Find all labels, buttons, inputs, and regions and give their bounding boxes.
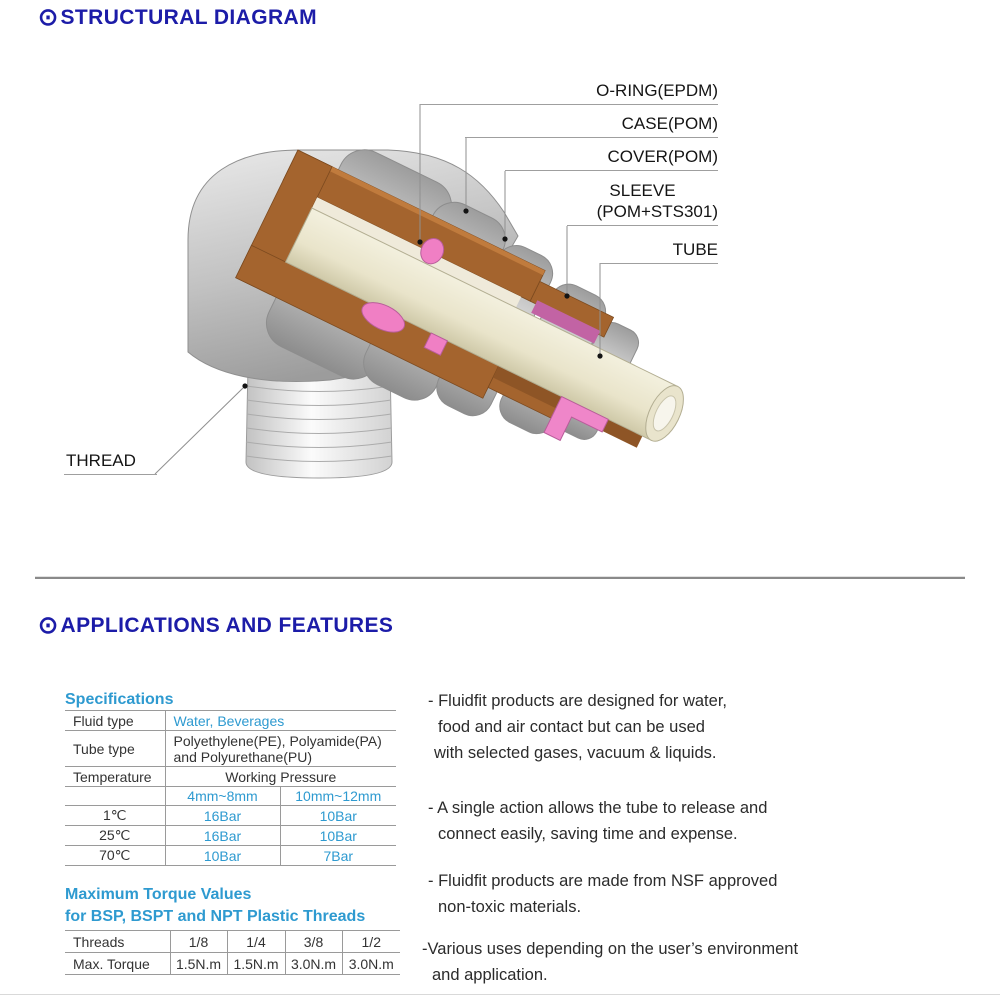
specifications-heading: Specifications (65, 691, 174, 708)
feature-line: -Various uses depending on the user’s environment (422, 940, 799, 958)
feature-line: - Fluidfit products are designed for water, (428, 692, 727, 710)
section-title-text: APPLICATIONS AND FEATURES (60, 614, 394, 637)
specifications-table (65, 710, 396, 866)
spec-p-small-0: 16Bar (165, 806, 280, 826)
torque-value-1: 1.5N.m (227, 953, 285, 975)
feature-item-1 (428, 688, 727, 766)
label-thread (64, 450, 157, 475)
label-tube (600, 239, 718, 264)
label-sleeve (567, 180, 718, 226)
feature-line: - Fluidfit products are made from NSF approved (428, 872, 778, 890)
torque-value-2: 3.0N.m (285, 953, 342, 975)
spec-empty-cell (65, 787, 165, 806)
feature-line: connect easily, saving time and expense. (438, 825, 738, 843)
label-tube-text: TUBE (672, 240, 718, 259)
spec-size-small: 4mm~8mm (165, 787, 280, 806)
label-sleeve-line2: (POM+STS301) (596, 202, 718, 221)
spec-working-pressure-label: Working Pressure (165, 767, 396, 787)
torque-max-label: Max. Torque (65, 953, 170, 975)
feature-line: with selected gases, vacuum & liquids. (434, 744, 717, 762)
feature-line: food and air contact but can be used (438, 718, 705, 736)
section-title-text: STRUCTURAL DIAGRAM (60, 6, 317, 29)
feature-item-4 (422, 936, 798, 988)
spec-p-large-2: 7Bar (280, 846, 396, 866)
spec-temp-1: 25℃ (65, 826, 165, 846)
section-divider (35, 576, 965, 579)
label-oring-text: O-RING(EPDM) (596, 81, 718, 100)
feature-item-2 (428, 795, 767, 847)
feature-item-3 (428, 868, 777, 920)
feature-line: non-toxic materials. (438, 898, 582, 916)
table-row (65, 806, 396, 826)
table-row (65, 846, 396, 866)
spec-p-small-1: 16Bar (165, 826, 280, 846)
table-row (65, 787, 396, 806)
spec-p-large-1: 10Bar (280, 826, 396, 846)
bottom-divider (0, 994, 1000, 995)
thread-shape (246, 366, 392, 478)
label-thread-text: THREAD (66, 451, 136, 470)
section-bullet-icon: ⊙ (38, 4, 59, 31)
section-title-applications (38, 614, 393, 638)
feature-line: - A single action allows the tube to release and (428, 799, 768, 817)
spec-size-large: 10mm~12mm (280, 787, 396, 806)
torque-heading-line2: for BSP, BSPT and NPT Plastic Threads (65, 908, 366, 925)
torque-threads-label: Threads (65, 931, 170, 953)
spec-fluid-type-value: Water, Beverages (165, 711, 396, 731)
table-row (65, 767, 396, 787)
spec-p-large-0: 10Bar (280, 806, 396, 826)
thread-size-1: 1/4 (227, 931, 285, 953)
thread-size-0: 1/8 (170, 931, 227, 953)
thread-size-3: 1/2 (342, 931, 400, 953)
label-oring (420, 80, 718, 105)
label-case (465, 113, 718, 138)
label-cover (505, 146, 718, 171)
label-sleeve-line1: SLEEVE (609, 181, 676, 200)
table-row (65, 931, 400, 953)
spec-tube-type-label: Tube type (65, 731, 165, 767)
spec-temperature-label: Temperature (65, 767, 165, 787)
spec-fluid-type-label: Fluid type (65, 711, 165, 731)
spec-p-small-2: 10Bar (165, 846, 280, 866)
table-row (65, 711, 396, 731)
spec-temp-0: 1℃ (65, 806, 165, 826)
torque-value-0: 1.5N.m (170, 953, 227, 975)
spec-tube-type-value: Polyethylene(PE), Polyamide(PA) and Polyurethane(PU) (165, 731, 396, 767)
torque-heading-line1: Maximum Torque Values (65, 886, 252, 903)
thread-size-2: 3/8 (285, 931, 342, 953)
table-row (65, 731, 396, 767)
spec-temp-2: 70℃ (65, 846, 165, 866)
label-case-text: CASE(POM) (621, 114, 718, 133)
section-bullet-icon: ⊙ (38, 612, 59, 639)
feature-line: and application. (432, 966, 548, 984)
leader-line-thread (155, 388, 243, 474)
table-row (65, 826, 396, 846)
table-row (65, 953, 400, 975)
torque-value-3: 3.0N.m (342, 953, 400, 975)
section-title-structural (38, 6, 317, 30)
torque-table (65, 930, 400, 975)
fitting-cutaway-diagram (0, 60, 1000, 580)
label-cover-text: COVER(POM) (607, 147, 718, 166)
